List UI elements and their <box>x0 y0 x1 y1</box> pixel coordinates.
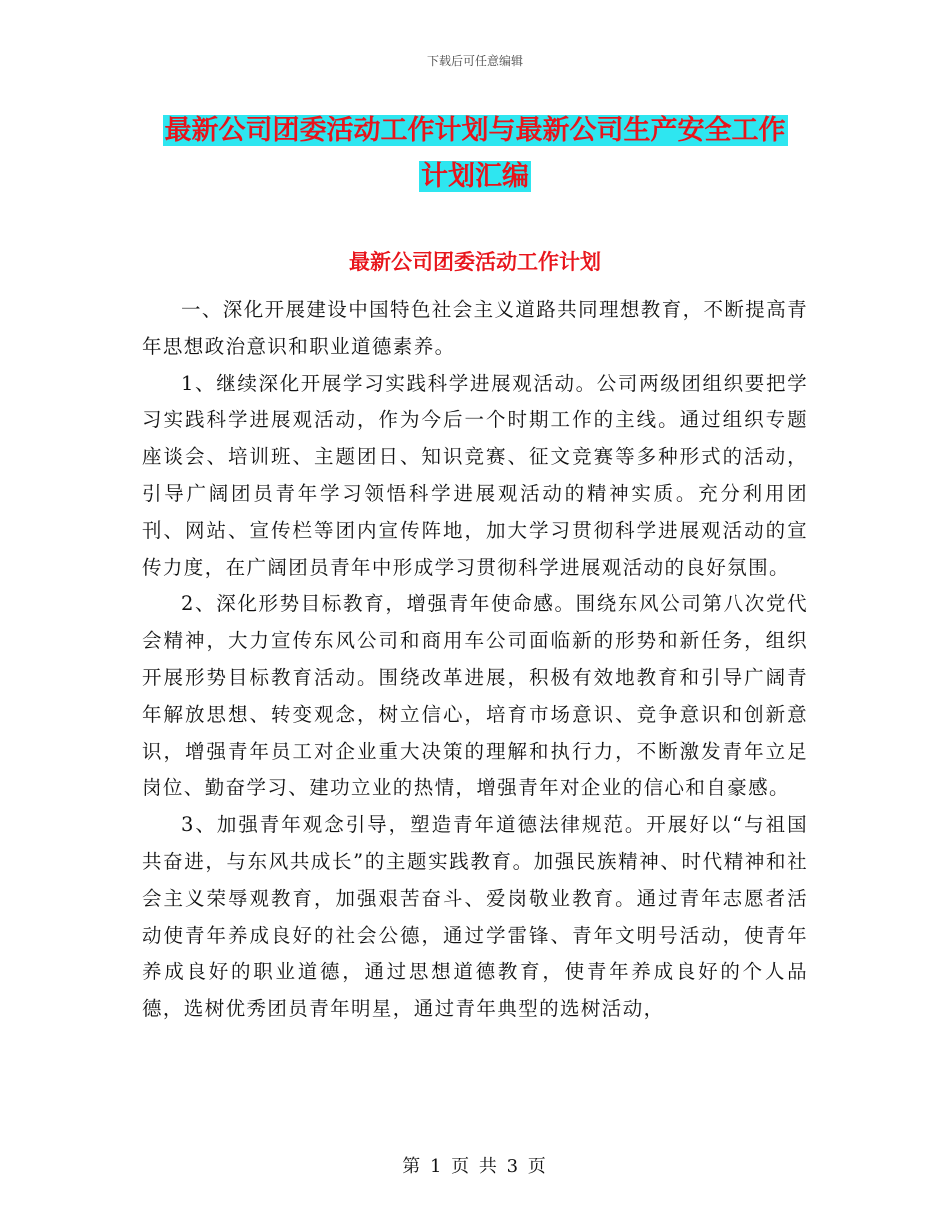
document-body <box>142 292 808 1028</box>
paragraph: 3、加强青年观念引导，塑造青年道德法律规范。开展好以“与祖国共奋进，与东风共成长”的主题实践教育。加强民族精神、时代精神和社会主义荣辱观教育，加强艰苦奋斗、爱岗敬业教育。通过青年志愿者活动使青年养成良好的社会公德，通过学雷锋、青年文明号活动，使青年养成良好的职业道德，通过思想道德教育，使青年养成良好的个人品德，选树优秀团员青年明星，通过青年典型的选树活动， <box>142 813 808 1021</box>
paragraph: 一、深化开展建设中国特色社会主义道路共同理想教育，不断提高青年思想政治意识和职业道德素养。 <box>142 298 809 358</box>
paragraph: 2、深化形势目标教育，增强青年使命感。围绕东风公司第八次党代会精神，大力宣传东风公司和商用车公司面临新的形势和新任务，组织开展形势目标教育活动。围绕改革进展，积极有效地教育和引导广阔青年解放思想、转变观念，树立信心，培育市场意识、竞争意识和创新意识，增强青年员工对企业重大决策的理解和执行力，不断激发青年立足岗位、勤奋学习、建功立业的热情，增强青年对企业的信心和自豪感。 <box>142 592 808 800</box>
document-title-line2: 计划汇编 <box>421 161 529 192</box>
document-title <box>150 108 800 200</box>
section-title: 最新公司团委活动工作计划 <box>349 250 601 274</box>
page-number-footer: 第 1 页 共 3 页 <box>402 1156 548 1177</box>
paragraph: 1、继续深化开展学习实践科学进展观活动。公司两级团组织要把学习实践科学进展观活动，作为今后一个时期工作的主线。通过组织专题座谈会、培训班、主题团日、知识竞赛、征文竞赛等多种形式的活动，引导广阔团员青年学习领悟科学进展观活动的精神实质。充分利用团刊、网站、宣传栏等团内宣传阵地，加大学习贯彻科学进展观活动的宣传力度，在广阔团员青年中形成学习贯彻科学进展观活动的良好氛围。 <box>142 371 808 579</box>
page-header-note: 下载后可任意编辑 <box>426 54 523 68</box>
document-title-line1: 最新公司团委活动工作计划与最新公司生产安全工作 <box>164 115 786 146</box>
